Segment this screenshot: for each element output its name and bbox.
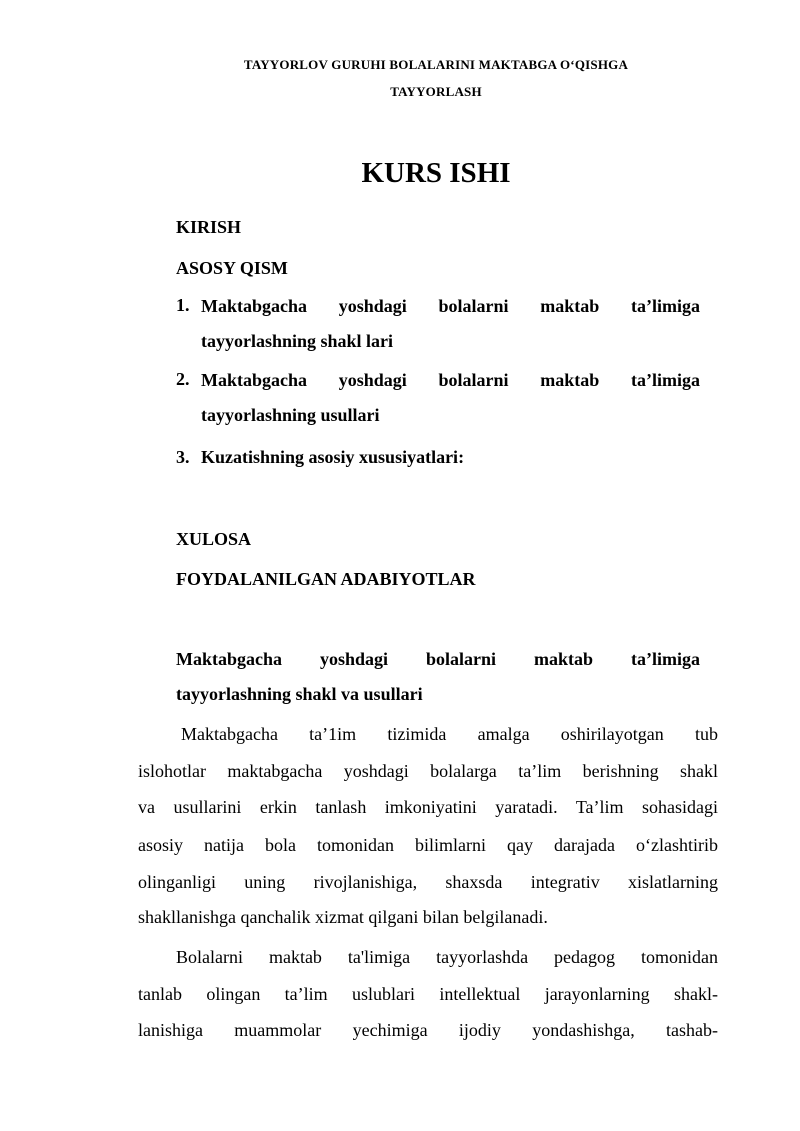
toc-item-1-number: 1. [176, 295, 190, 315]
header-line-2: TAYYORLASH [390, 84, 482, 99]
toc-item-2-line1: Maktabgacha yoshdagi bolalarni maktab ta’limiga [201, 370, 700, 390]
paragraph2-line2: tanlab olingan ta’lim uslublari intellektual jarayonlarning shakl- [138, 984, 718, 1004]
toc-references: FOYDALANILGAN ADABIYOTLAR [176, 569, 476, 589]
paragraph1-line6: shakllanishga qanchalik xizmat qilgani bilan belgilanadi. [138, 907, 548, 927]
toc-item-3-line1: Kuzatishning asosiy xususiyatlari: [201, 447, 465, 467]
toc-item-2-line2: tayyorlashning usullari [201, 405, 380, 425]
paragraph2-line3: lanishiga muammolar yechimiga ijodiy yondashishga, tashab- [138, 1020, 718, 1040]
paragraph1-line3: va usullarini erkin tanlash imkoniyatini yaratadi. Ta’lim sohasidagi [138, 797, 718, 817]
toc-item-1-line1: Maktabgacha yoshdagi bolalarni maktab ta’limiga [201, 296, 700, 316]
toc-main-part: ASOSY QISM [176, 258, 288, 278]
toc-item-1-line2: tayyorlashning shakl lari [201, 331, 394, 351]
toc-conclusion: XULOSA [176, 529, 252, 549]
paragraph1-line1: Maktabgacha ta’1im tizimida amalga oshirilayotgan tub [181, 724, 718, 744]
paragraph2-line1: Bolalarni maktab ta'limiga tayyorlashda pedagog tomonidan [176, 947, 718, 967]
section-heading-line1: Maktabgacha yoshdagi bolalarni maktab ta’limiga [176, 649, 700, 669]
paragraph1-line5: olinganligi uning rivojlanishiga, shaxsda integrativ xislatlarning [138, 872, 718, 892]
paragraph1-line4: asosiy natija bola tomonidan bilimlarni qay darajada o‘zlashtirib [138, 835, 718, 855]
toc-item-3-number: 3. [176, 447, 190, 467]
header-line-1: TAYYORLOV GURUHI BOLALARINI MAKTABGA O‘QISHGA [243, 57, 629, 72]
section-heading-line2: tayyorlashning shakl va usullari [176, 684, 423, 704]
toc-intro: KIRISH [176, 217, 242, 237]
toc-item-2-number: 2. [176, 369, 190, 389]
page-title: KURS ISHI [361, 157, 511, 189]
paragraph1-line2: islohotlar maktabgacha yoshdagi bolalarga ta’lim berishning shakl [138, 761, 718, 781]
